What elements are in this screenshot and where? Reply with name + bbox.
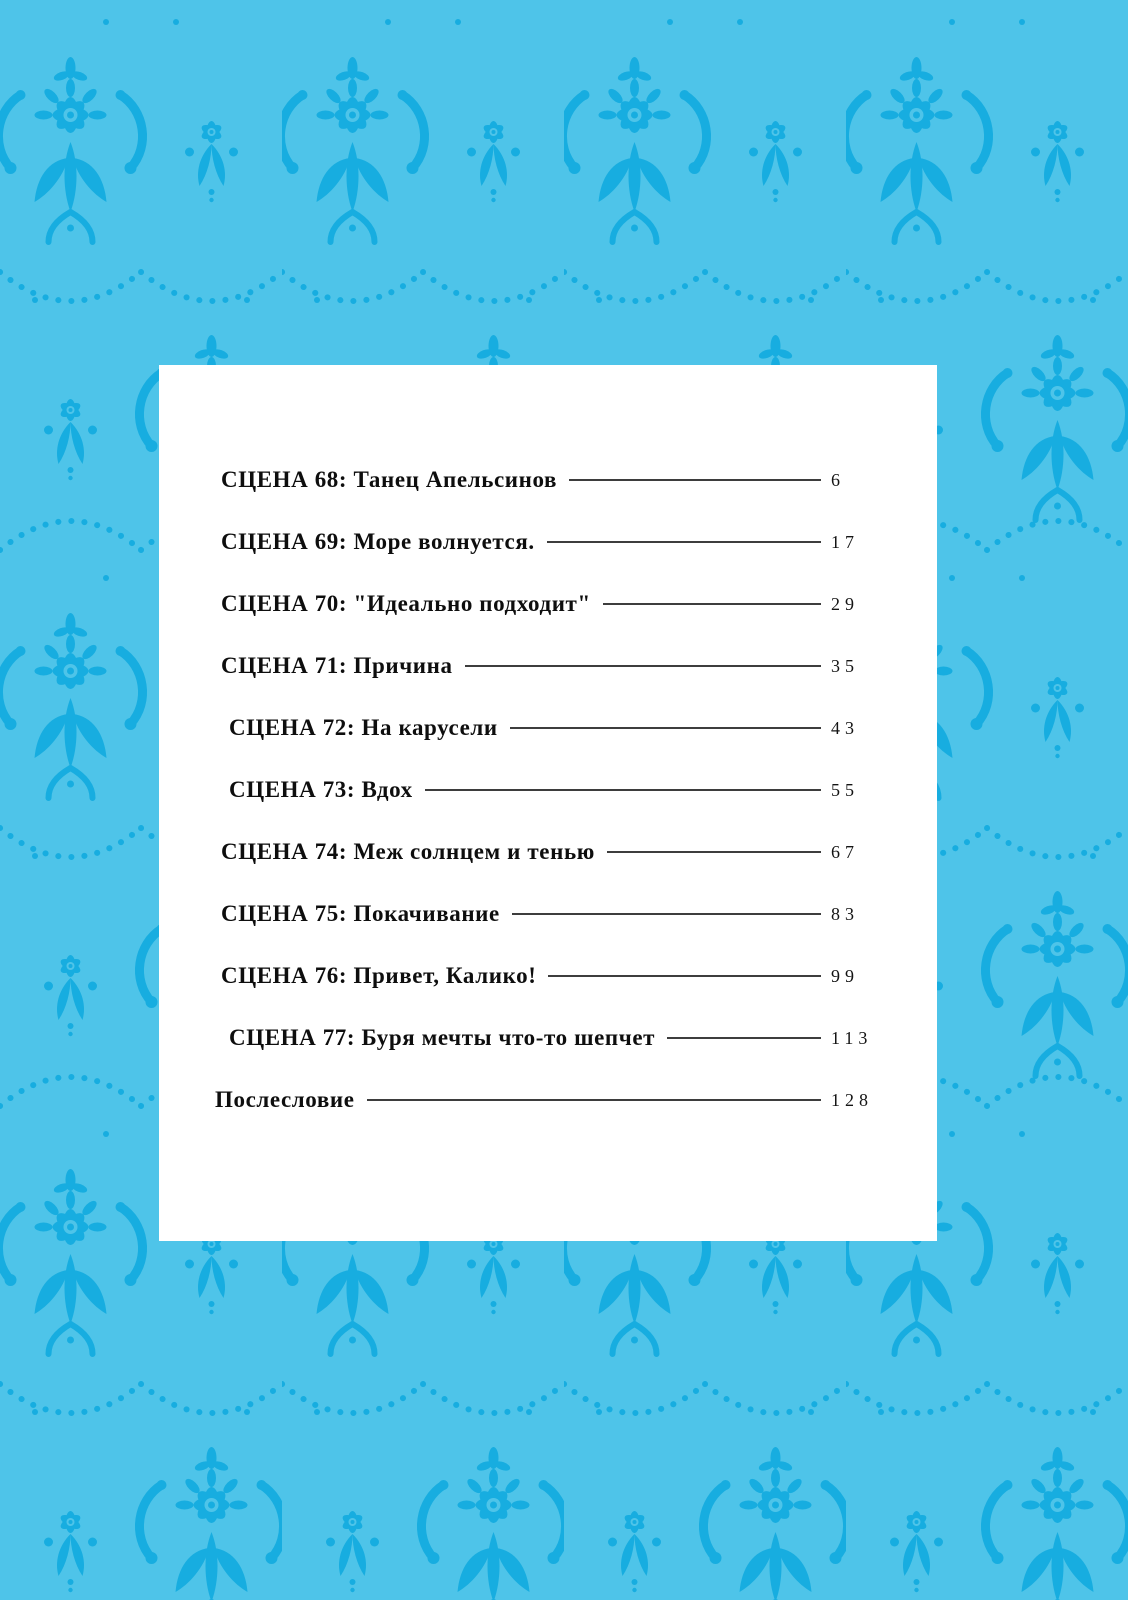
toc-entry-title: СЦЕНА 76: Привет, Калико! xyxy=(221,963,537,988)
toc-entry-page-number: 99 xyxy=(831,965,859,986)
toc-leader-line xyxy=(667,1037,821,1040)
toc-leader-line xyxy=(510,727,821,730)
toc-entry-title: СЦЕНА 71: Причина xyxy=(221,653,453,678)
toc-leader-line xyxy=(607,851,821,854)
toc-row xyxy=(221,463,875,497)
toc-entry-page-number: 43 xyxy=(831,717,859,738)
toc-entry-page-number: 128 xyxy=(831,1089,873,1110)
toc-leader-line xyxy=(512,913,821,916)
toc-leader-line xyxy=(547,541,821,544)
toc-entry-title: Послесловие xyxy=(215,1087,355,1112)
toc-leader-line xyxy=(367,1099,821,1102)
toc-entry-title: СЦЕНА 69: Море волнуется. xyxy=(221,529,535,554)
toc-row xyxy=(221,959,875,993)
toc-entry-page-number: 83 xyxy=(831,903,859,924)
toc-list xyxy=(159,365,937,1117)
toc-leader-line xyxy=(603,603,821,606)
toc-row xyxy=(221,587,875,621)
toc-entry-page-number: 67 xyxy=(831,841,859,862)
toc-row xyxy=(221,649,875,683)
toc-entry-page-number: 35 xyxy=(831,655,859,676)
toc-entry-title: СЦЕНА 75: Покачивание xyxy=(221,901,500,926)
toc-leader-line xyxy=(569,479,821,482)
toc-row xyxy=(221,835,875,869)
toc-leader-line xyxy=(425,789,821,792)
toc-entry-page-number: 29 xyxy=(831,593,859,614)
toc-entry-page-number: 17 xyxy=(831,531,859,552)
toc-leader-line xyxy=(548,975,821,978)
toc-row xyxy=(221,897,875,931)
toc-entry-page-number: 6 xyxy=(831,469,845,490)
toc-row xyxy=(221,525,875,559)
toc-entry-title: СЦЕНА 72: На карусели xyxy=(229,715,498,740)
toc-row xyxy=(229,773,875,807)
toc-entry-title: СЦЕНА 70: "Идеально подходит" xyxy=(221,591,591,616)
toc-entry-page-number: 55 xyxy=(831,779,859,800)
toc-entry-title: СЦЕНА 68: Танец Апельсинов xyxy=(221,467,558,492)
toc-entry-title: СЦЕНА 73: Вдох xyxy=(229,777,413,802)
toc-row xyxy=(215,1083,875,1117)
toc-entry-page-number: 113 xyxy=(831,1027,873,1048)
toc-panel xyxy=(159,365,937,1241)
toc-leader-line xyxy=(465,665,821,668)
toc-row xyxy=(229,711,875,745)
toc-entry-title: СЦЕНА 74: Меж солнцем и тенью xyxy=(221,839,595,864)
toc-row xyxy=(229,1021,875,1055)
toc-entry-title: СЦЕНА 77: Буря мечты что-то шепчет xyxy=(229,1025,656,1050)
